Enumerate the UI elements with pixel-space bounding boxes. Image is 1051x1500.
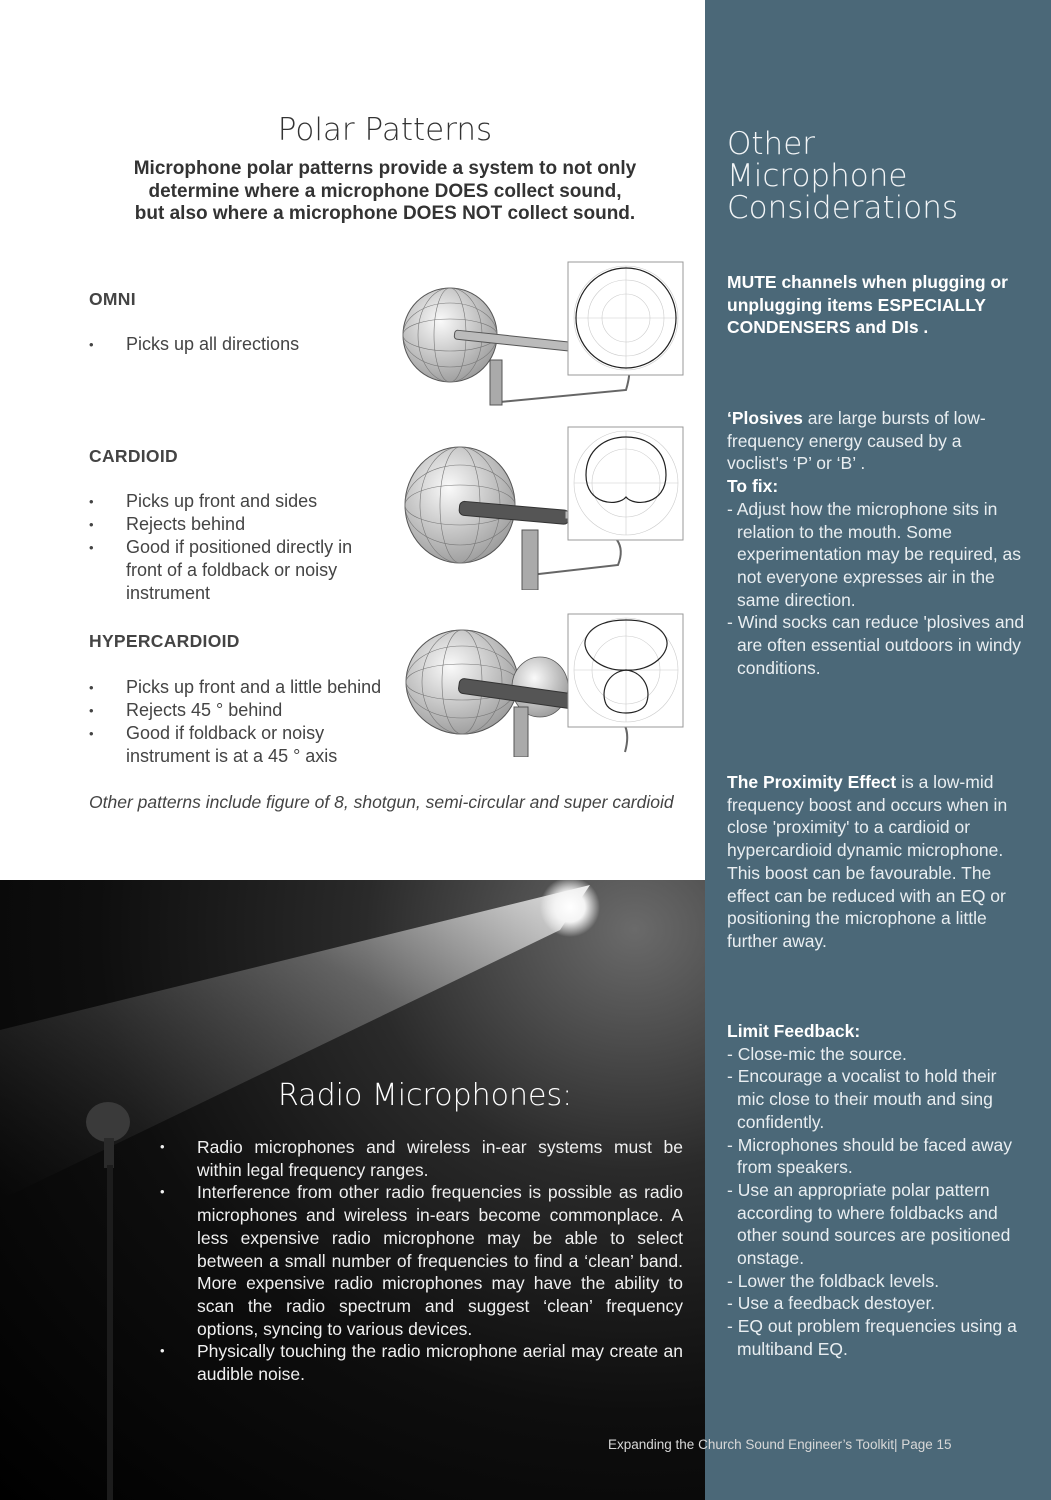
feedback-item: - Encourage a vocalist to hold their mic close to their mouth and sing confidently. [727, 1066, 997, 1132]
sidebar-title-line: Other [727, 126, 816, 162]
subtitle-line: determine where a microphone DOES collect sound, [148, 180, 622, 202]
feedback-item: - Microphones should be faced away from speakers. [727, 1134, 1013, 1178]
proximity-section [727, 771, 1027, 953]
hypercardioid-bullet: • Picks up front and a little behind [89, 676, 399, 699]
cardioid-heading: CARDIOID [89, 446, 178, 466]
polar-patterns-title: Polar Patterns [277, 112, 493, 148]
plosives-fix-label: To fix: [727, 476, 779, 497]
feedback-item: - EQ out problem frequencies using a multiband EQ. [727, 1316, 1017, 1359]
radio-microphones-bullets [160, 1136, 683, 1386]
hypercardioid-bullet: • Good if foldback or noisy instrument is at a 45 ° axis [89, 722, 399, 768]
hypercardioid-bullet: • Rejects 45 ° behind [89, 699, 399, 722]
proximity-text: is a low-mid frequency boost and occurs when in close 'proximity' to a cardioid or hypercardioid dynamic microphone. This boost can be favourable. The effect can be reduced with an EQ or positioning the microphone a little further away. [727, 772, 1008, 951]
hypercardioid-heading: HYPERCARDIOID [89, 631, 240, 651]
feedback-item: - Close-mic the source. [727, 1043, 907, 1064]
sidebar-title [727, 128, 1047, 224]
polar-patterns-subtitle [100, 158, 670, 226]
sidebar-title-line: Considerations [727, 190, 959, 226]
other-patterns-note: Other patterns include figure of 8, shotgun, semi-circular and super cardioid [89, 792, 674, 812]
hypercardioid-bullets [89, 676, 399, 768]
omni-heading: OMNI [89, 289, 136, 309]
radio-bullet: • Physically touching the radio microphone aerial may create an audible noise. [160, 1340, 683, 1385]
plosives-fix-item: - Adjust how the microphone sits in relation to the mouth. Some experimentation may be required, as not everyone expresses air in the same direction. [727, 498, 1022, 610]
omni-bullet: • Picks up all directions [89, 333, 389, 356]
plosives-text: are large bursts of low-frequency energy caused by a voclist's ‘P’ or ‘B’ . [727, 408, 986, 474]
subtitle-line: but also where a microphone DOES NOT collect sound. [134, 203, 636, 224]
radio-bullet: • Interference from other radio frequencies is possible as radio microphones and wireless in-ears become commonplace. A less expensive radio microphone may be able to select between a small number of frequencies to find a ‘clean’ band. More expensive radio microphones may have the ability to scan the radio spectrum and suggest ‘clean’ frequency options, syncing to various devices. [160, 1181, 683, 1340]
cardioid-bullet: • Rejects behind [89, 513, 389, 536]
feedback-item: - Use an appropriate polar pattern according to where foldbacks and other sound sources are positioned onstage. [727, 1179, 1011, 1269]
cardioid-bullet: • Picks up front and sides [89, 490, 389, 513]
hypercardioid-mic-illustration [400, 612, 690, 757]
radio-microphones-title: Radio Microphones: [278, 1078, 573, 1113]
plosives-fix-item: - Wind socks can reduce 'plosives and are often essential outdoors in windy conditions. [727, 612, 1025, 678]
cardioid-bullets [89, 490, 389, 605]
page-footer: Expanding the Church Sound Engineer’s Toolkit| Page 15 [608, 1437, 952, 1452]
feedback-item: - Use a feedback destoyer. [727, 1293, 936, 1314]
feedback-label: Limit Feedback: [727, 1021, 861, 1041]
mute-tip: MUTE channels when plugging or unplugging items ESPECIALLY CONDENSERS and DIs . [727, 272, 1008, 338]
cardioid-bullet: • Good if positioned directly in front of a foldback or noisy instrument [89, 536, 389, 605]
considerations-sidebar [705, 0, 1051, 1500]
subtitle-line: Microphone polar patterns provide a system to not only [133, 158, 637, 179]
omni-bullets [89, 333, 389, 356]
omni-polar-chart [568, 262, 683, 375]
radio-bullet: • Radio microphones and wireless in-ear systems must be within legal frequency ranges. [160, 1136, 683, 1181]
hypercardioid-polar-chart [568, 614, 683, 727]
proximity-term: The Proximity Effect [727, 772, 897, 792]
sidebar-title-line: Microphone [727, 158, 908, 194]
omni-mic-illustration [400, 260, 690, 410]
plosives-term: ‘Plosives [727, 408, 803, 428]
cardioid-mic-illustration [400, 425, 690, 590]
cardioid-polar-chart [568, 427, 683, 540]
microphone-stand-silhouette [86, 1102, 130, 1500]
feedback-section [727, 1020, 1027, 1361]
plosives-section [727, 407, 1027, 679]
feedback-item: - Lower the foldback levels. [727, 1270, 940, 1291]
